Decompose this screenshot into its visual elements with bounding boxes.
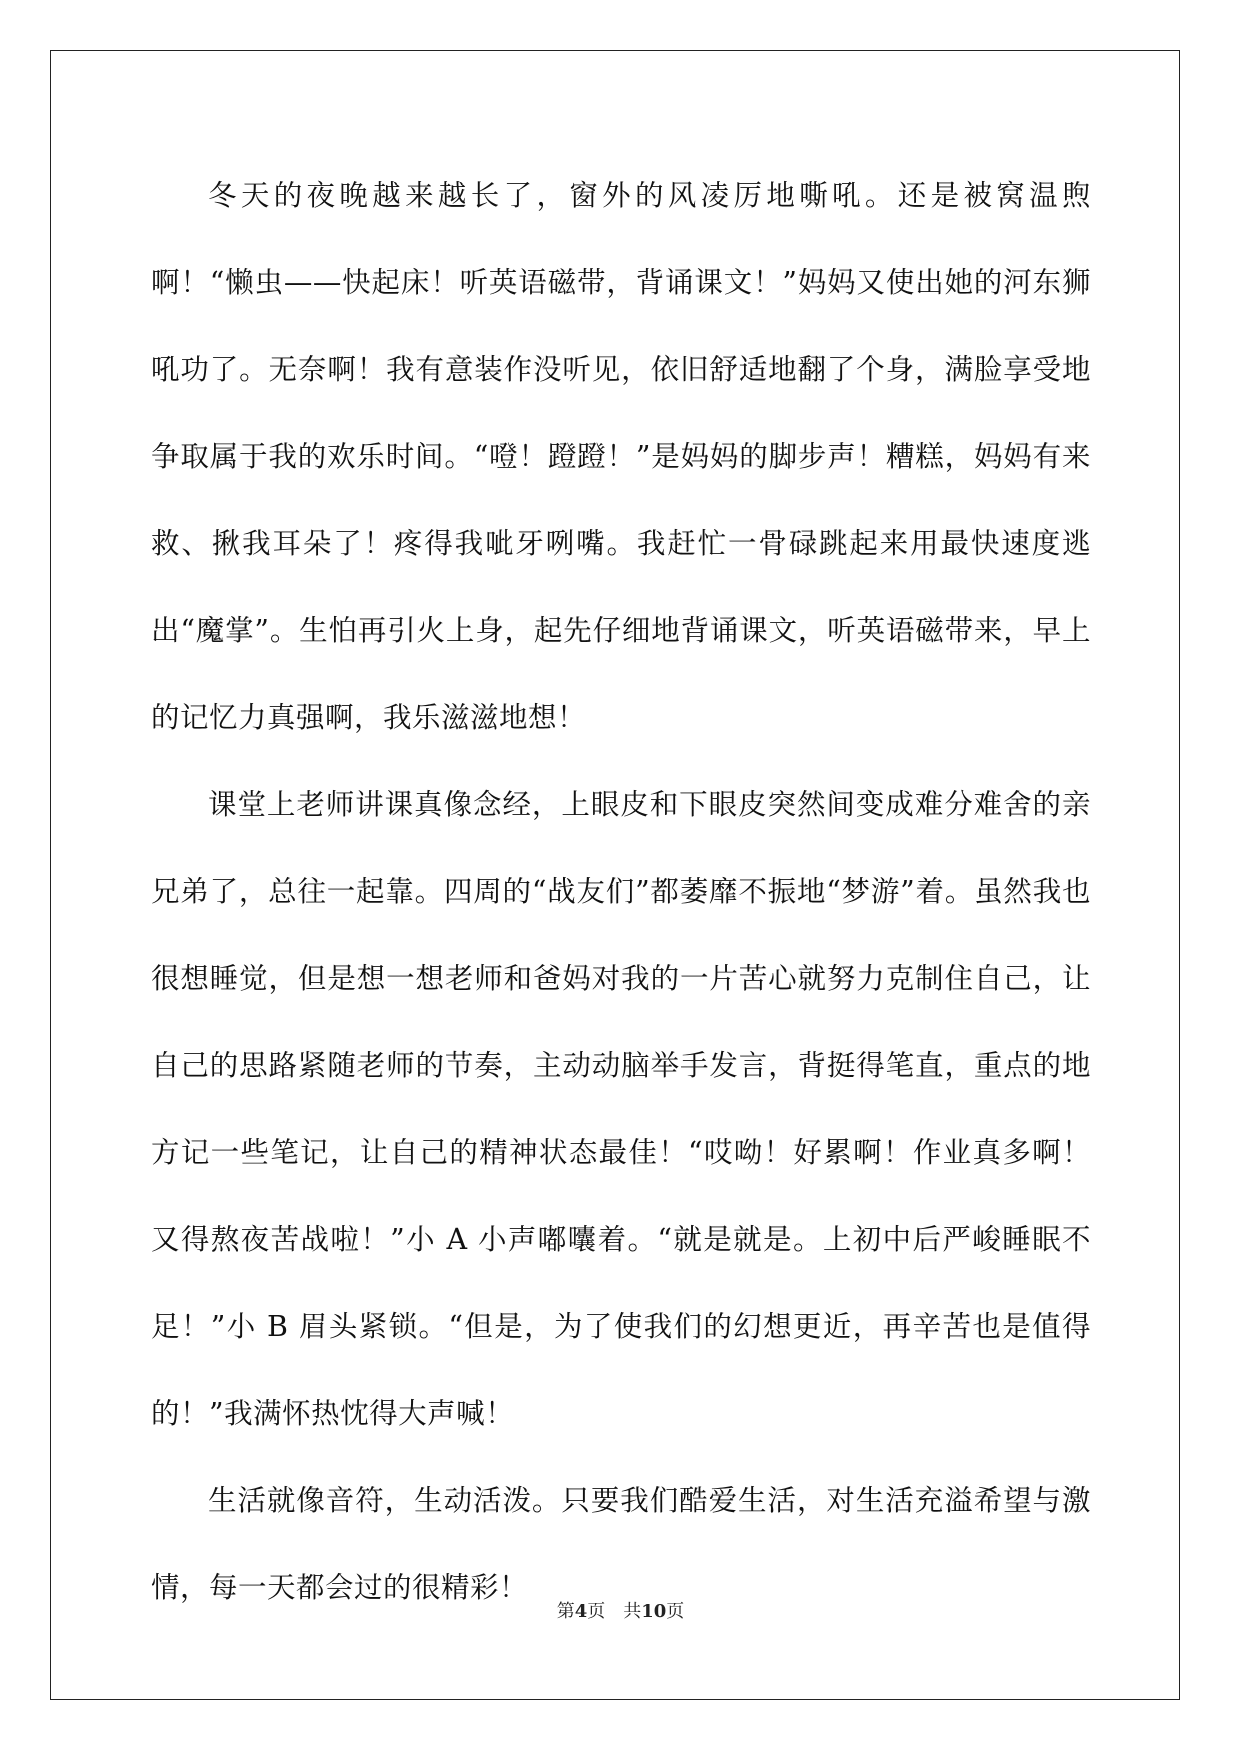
paragraph-1: 冬天的夜晚越来越长了，窗外的风凌厉地嘶吼。还是被窝温煦啊！“懒虫——快起床！听英语磁带，背诵课文！”妈妈又使出她的河东狮吼功了。无奈啊！我有意装作没听见，依旧舒适地翻了个身，满脸享受地争取属于我的欢乐时间。“噔！蹬蹬！”是妈妈的脚步声！糟糕，妈妈有来救、揪我耳朵了！疼得我呲牙咧嘴。我赶忙一骨碌跳起来用最快速度逃出“魔掌”。生怕再引火上身，起先仔细地背诵课文，听英语磁带来，早上的记忆力真强啊，我乐滋滋地想！ xyxy=(151,179,1091,734)
document-body xyxy=(151,152,1091,1631)
page-prefix: 第 xyxy=(556,1601,575,1622)
page-number: 4 xyxy=(574,1601,588,1622)
total-suffix: 页 xyxy=(666,1601,685,1622)
page-suffix: 页 xyxy=(587,1601,606,1622)
total-prefix: 共 xyxy=(623,1601,642,1622)
paragraph-3: 生活就像音符，生动活泼。只要我们酷爱生活，对生活充溢希望与激情，每一天都会过的很精彩！ xyxy=(151,1484,1091,1604)
page-footer xyxy=(0,1597,1241,1623)
total-pages: 10 xyxy=(641,1601,667,1622)
paragraph-2: 课堂上老师讲课真像念经，上眼皮和下眼皮突然间变成难分难舍的亲兄弟了，总往一起靠。四周的“战友们”都萎靡不振地“梦游”着。虽然我也很想睡觉，但是想一想老师和爸妈对我的一片苦心就努力克制住自己，让自己的思路紧随老师的节奏，主动动脑举手发言，背挺得笔直，重点的地方记一些笔记，让自己的精神状态最佳！“哎呦！好累啊！作业真多啊！又得熬夜苦战啦！”小 A 小声嘟囔着。“就是就是。上初中后严峻睡眠不足！”小 B 眉头紧锁。“但是，为了使我们的幻想更近，再辛苦也是值得的！”我满怀热忱得大声喊！ xyxy=(151,788,1091,1430)
